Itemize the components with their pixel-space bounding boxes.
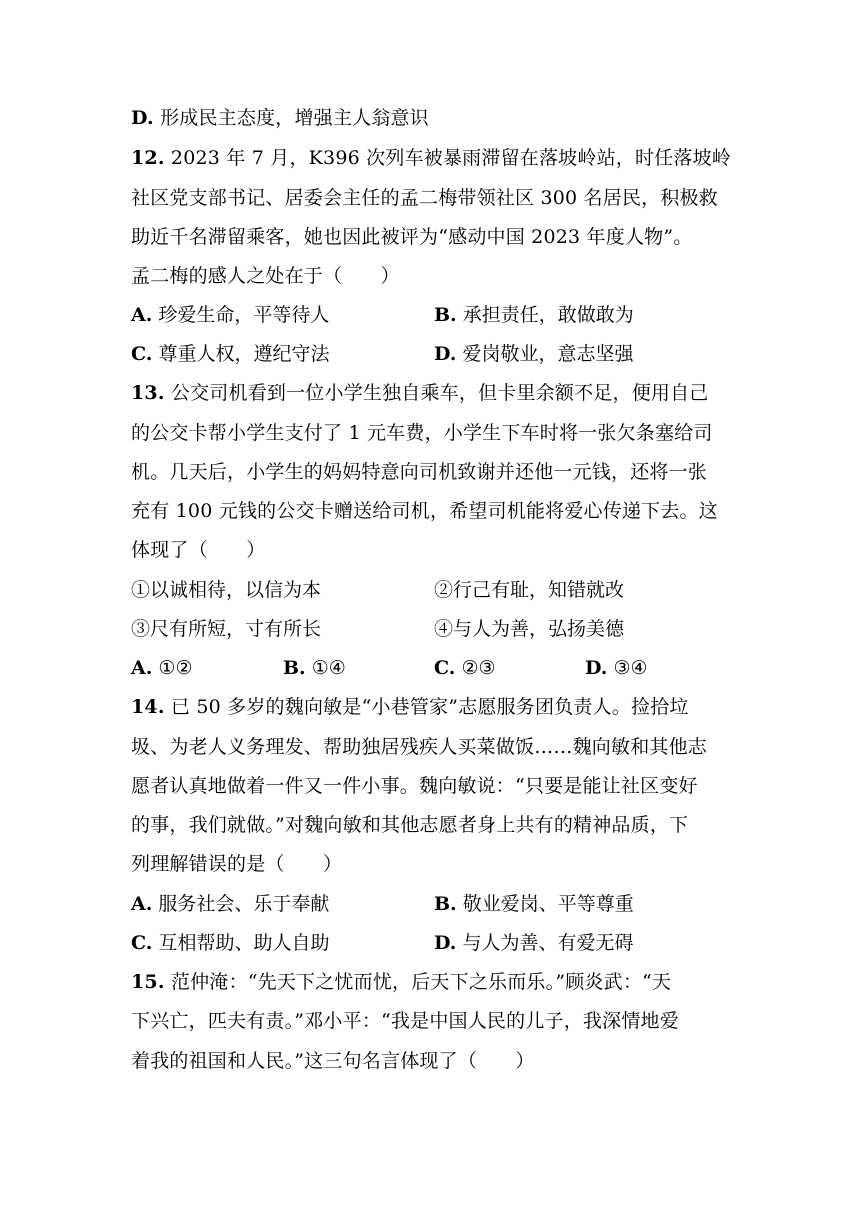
q15-line-2: 下兴亡，匹夫有责。”邓小平：“我是中国人民的儿子，我深情地爱 [131, 1010, 679, 1032]
q12-line-4: 孟二梅的感人之处在于（ ） [131, 265, 400, 287]
q12-option-d: D. 爱岗敬业，意志坚强 [434, 343, 634, 365]
q15-line-1: 15. 范仲淹：“先天下之忧而忧，后天下之乐而乐。”顾炎武：“天 [131, 971, 672, 993]
q13-option-b: B. ①④ [283, 657, 346, 679]
q13-line-1: 13. 公交司机看到一位小学生独自乘车，但卡里余额不足，便用自己 [131, 382, 709, 404]
q13-statement-3: ③尺有所短，寸有所长 [131, 618, 322, 640]
q13-line-5: 体现了（ ） [131, 539, 266, 561]
q13-statement-4: ④与人为善，弘扬美德 [434, 618, 625, 640]
q12-line-3: 助近千名滞留乘客，她也因此被评为“感动中国 2023 年度人物”。 [131, 226, 693, 248]
q15-line-3: 着我的祖国和人民。”这三句名言体现了（ ） [131, 1050, 535, 1072]
q13-option-d: D. ③④ [585, 657, 648, 679]
q12-line-1: 12. 2023 年 7 月，K396 次列车被暴雨滞留在落坡岭站，时任落坡岭 [131, 147, 731, 169]
q14-option-a: A. 服务社会、乐于奉献 [131, 893, 330, 915]
q12-option-c: C. 尊重人权，遵纪守法 [131, 343, 330, 365]
q14-line-2: 圾、为老人义务理发、帮助独居残疾人买菜做饭……魏向敏和其他志 [131, 736, 708, 758]
q12-option-b: B. 承担责任，敢做敢为 [434, 304, 634, 326]
q11-option-d: D. 形成民主态度，增强主人翁意识 [131, 107, 429, 129]
q14-line-5: 列理解错误的是（ ） [131, 853, 343, 875]
q13-statement-1: ①以诚相待，以信为本 [131, 579, 322, 601]
q13-option-a: A. ①② [131, 657, 193, 679]
q13-option-c: C. ②③ [434, 657, 496, 679]
q13-statement-2: ②行己有耻，知错就改 [434, 579, 625, 601]
q13-line-4: 充有 100 元钱的公交卡赠送给司机，希望司机能将爱心传递下去。这 [131, 500, 718, 522]
q13-line-3: 机。几天后，小学生的妈妈特意向司机致谢并还他一元钱，还将一张 [131, 461, 708, 483]
q12-option-a: A. 珍爱生命，平等待人 [131, 304, 330, 326]
q14-line-3: 愿者认真地做着一件又一件小事。魏向敏说：“只要是能让社区变好 [131, 775, 698, 797]
q14-option-c: C. 互相帮助、助人自助 [131, 932, 330, 954]
q12-line-2: 社区党支部书记、居委会主任的孟二梅带领社区 300 名居民，积极救 [131, 187, 718, 209]
q14-line-1: 14. 已 50 多岁的魏向敏是“小巷管家”志愿服务团负责人。捡拾垃 [131, 696, 689, 718]
q14-option-b: B. 敬业爱岗、平等尊重 [434, 893, 634, 915]
q13-line-2: 的公交卡帮小学生支付了 1 元车费，小学生下车时将一张欠条塞给司 [131, 422, 713, 444]
q14-line-4: 的事，我们就做。”对魏向敏和其他志愿者身上共有的精神品质，下 [131, 814, 689, 836]
q14-option-d: D. 与人为善、有爱无碍 [434, 932, 634, 954]
